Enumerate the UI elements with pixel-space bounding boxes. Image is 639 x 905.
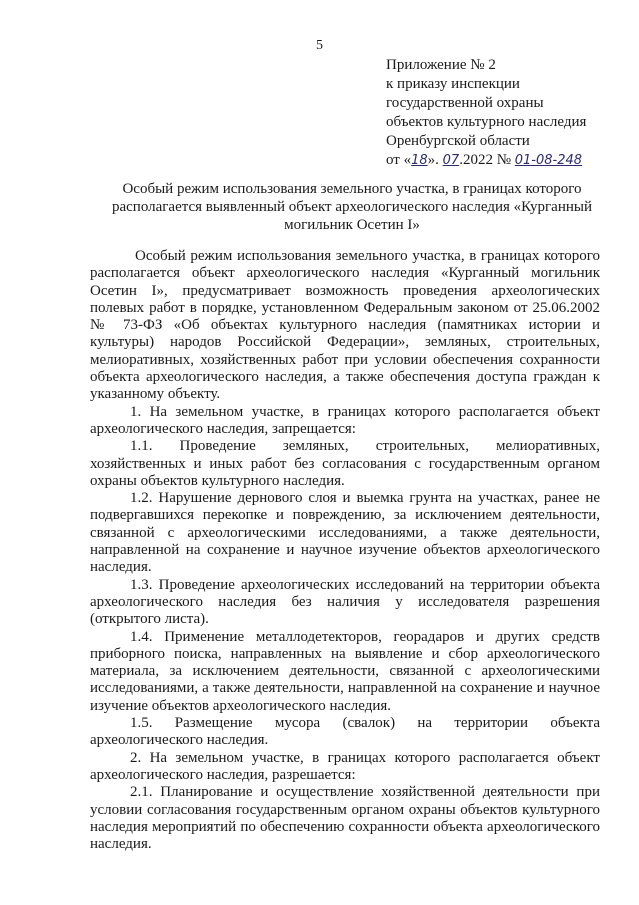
document-body <box>90 248 600 853</box>
appendix-title: Приложение № 2 <box>386 57 496 73</box>
section-1-heading: 1. На земельном участке, в границах которого располагается объект археологического наследия, запрещается: <box>90 403 600 437</box>
appendix-line: государственной охраны <box>386 95 544 111</box>
handwritten-day: 18 <box>411 153 428 168</box>
section-2-heading: 2. На земельном участке, в границах которого располагается объект археологического наследия, разрешается: <box>90 749 600 783</box>
order-date-line <box>386 151 631 170</box>
appendix-line: объектов культурного наследия <box>386 114 587 130</box>
clause-1-2: 1.2. Нарушение дернового слоя и выемка грунта на участках, ранее не подвергавшихся перекопке и повреждению, за исключением деятельности, связанной с археологическими исследованиями, а также деятельности, направленной на сохранение и научное изучение объектов археологического наследия. <box>90 490 600 576</box>
date-year: .2022 № <box>459 152 515 168</box>
handwritten-order-number: 01-08-248 <box>514 153 583 168</box>
clause-1-5: 1.5. Размещение мусора (свалок) на территории объекта археологического наследия. <box>90 715 600 749</box>
clause-1-4: 1.4. Применение металлодетекторов, георадаров и других средств приборного поиска, направленных на выявление и сбор археологического материала, за исключением деятельности, связанной с археологическими исследованиями, а также деятельности, направленной на сохранение и научное изучение объектов археологического наследия. <box>90 628 600 714</box>
appendix-line: к приказу инспекции <box>386 76 520 92</box>
handwritten-month: 07 <box>442 153 460 168</box>
appendix-header <box>386 56 631 170</box>
clause-1-3: 1.3. Проведение археологических исследований на территории объекта археологического наследия без наличия у исследователя разрешения (открытого листа). <box>90 576 600 628</box>
intro-paragraph: Особый режим использования земельного участка, в границах которого располагается объект археологического наследия «Курганный могильник Осетин I», предусматривает возможность проведения археологических полевых работ в порядке, установленном Федеральным законом от 25.06.2002 № 73-ФЗ «Об объектах культурного наследия (памятниках истории и культуры) народов Российской Федерации», земляных, строительных, мелиоративных, хозяйственных работ при условии обеспечения сохранности объекта археологического наследия, а также обеспечения доступа граждан к указанному объекту. <box>90 248 600 403</box>
page-number: 5 <box>316 38 323 53</box>
appendix-line: Оренбургской области <box>386 133 530 149</box>
clause-1-1: 1.1. Проведение земляных, строительных, мелиоративных, хозяйственных и иных работ без согласования с государственным органом охраны объектов культурного наследия. <box>90 438 600 489</box>
document-title: Особый режим использования земельного участка, в границах которого располагается выявленный объект археологического наследия «Курганный могильник Осетин I» <box>111 181 592 233</box>
date-separator: ». <box>427 152 443 168</box>
date-prefix: от « <box>386 152 412 168</box>
clause-2-1: 2.1. Планирование и осуществление хозяйственной деятельности при условии согласования государственным органом охраны объектов культурного наследия мероприятий по обеспечению сохранности объекта археологического наследия. <box>90 784 600 853</box>
